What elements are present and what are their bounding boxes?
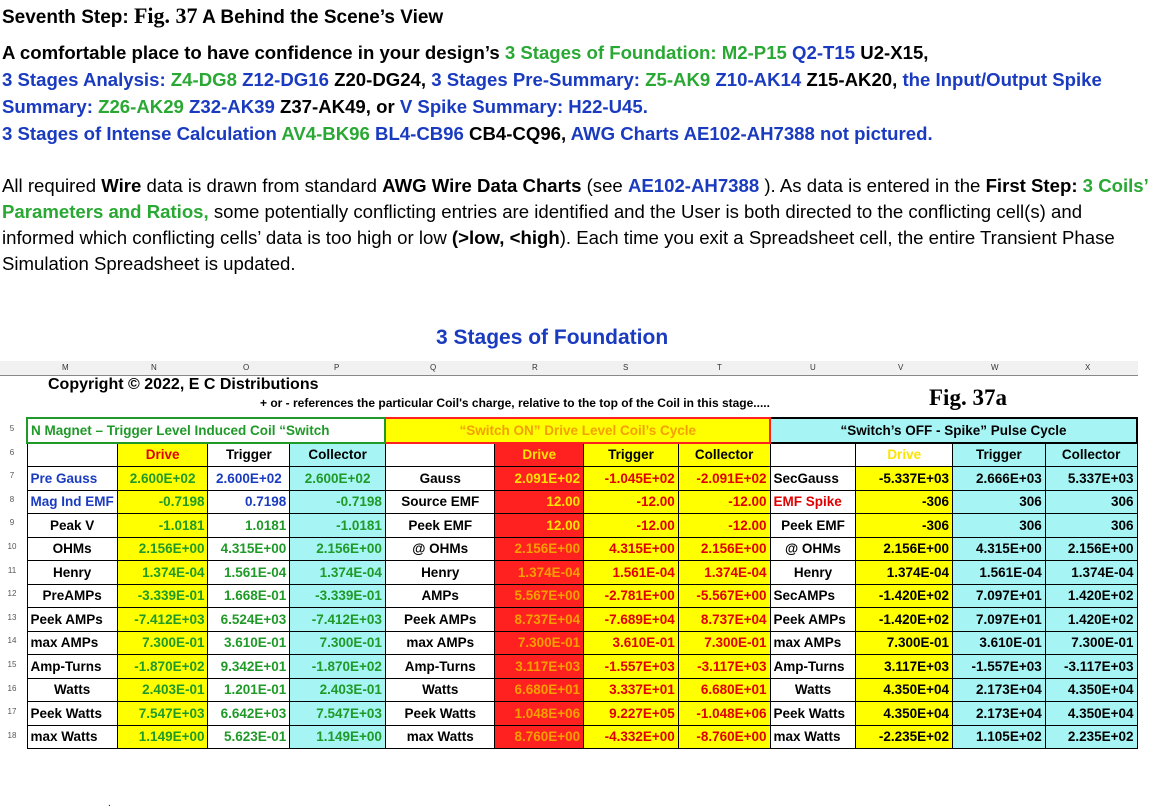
- cell-trigger[interactable]: -2.781E+00: [584, 584, 679, 608]
- column-header-row: [0, 361, 1138, 376]
- cell-collector[interactable]: 7.300E-01: [678, 631, 770, 655]
- row-label[interactable]: Amp-Turns: [385, 655, 495, 679]
- p1-link: U2-X15,: [855, 42, 929, 63]
- p1-link: V Spike Summary: H22-U45.: [399, 96, 648, 117]
- cell-trigger[interactable]: -1.557E+03: [584, 655, 679, 679]
- cell-drive[interactable]: -306: [856, 514, 953, 538]
- cell-trigger[interactable]: -4.332E+00: [584, 725, 679, 749]
- cell-trigger[interactable]: -12.00: [584, 490, 679, 514]
- p1-link: M2-P15: [716, 42, 787, 63]
- p2-link: 3 Coils’ Parameters and Ratios,: [2, 175, 1148, 222]
- cell-drive[interactable]: 2.091E+02: [495, 467, 584, 491]
- cell-drive[interactable]: 7.547E+03: [117, 702, 208, 726]
- cell-collector[interactable]: 6.680E+01: [678, 678, 770, 702]
- cell-trigger[interactable]: -1.557E+03: [953, 655, 1046, 679]
- p1-link: Z4-DG8: [165, 69, 237, 90]
- cell-trigger[interactable]: 5.623E-01: [208, 725, 290, 749]
- cell-trigger[interactable]: 9.227E+05: [584, 702, 679, 726]
- row-label[interactable]: max Watts: [27, 725, 117, 749]
- header-collector[interactable]: Collector: [290, 443, 386, 467]
- row-label[interactable]: Peek Watts: [385, 702, 495, 726]
- cell-trigger[interactable]: 306: [953, 490, 1046, 514]
- p1-link: Z10-AK14: [710, 69, 802, 90]
- cell-drive[interactable]: 1.374E-04: [495, 561, 584, 585]
- cell-trigger[interactable]: 1.0181: [208, 514, 290, 538]
- header-blank[interactable]: [770, 443, 856, 467]
- row-number[interactable]: 8: [9, 494, 15, 504]
- charge-note: + or - references the particular Coil's charge, relative to the top of the Coil in this stage.....: [260, 396, 770, 410]
- p1-text: or: [370, 96, 400, 117]
- cell-trigger[interactable]: 0.7198: [208, 490, 290, 514]
- row-label[interactable]: Amp-Turns: [770, 655, 856, 679]
- copyright-notice: Copyright © 2022, E C Distributions: [48, 376, 319, 393]
- cell-collector[interactable]: -2.091E+02: [678, 467, 770, 491]
- cell-drive[interactable]: 4.350E+04: [856, 702, 953, 726]
- column-header[interactable]: O: [243, 363, 250, 372]
- foundation-table: [26, 417, 1138, 749]
- cell-drive[interactable]: 6.680E+01: [495, 678, 584, 702]
- cell-drive[interactable]: 12.00: [495, 514, 584, 538]
- row-label[interactable]: max AMPs: [770, 631, 856, 655]
- p2-text: ). As data is entered in the: [759, 175, 986, 196]
- column-header[interactable]: T: [717, 363, 722, 372]
- header-drive[interactable]: Drive: [117, 443, 208, 467]
- p2-text: (see: [581, 175, 628, 196]
- cell-trigger[interactable]: 2.173E+04: [953, 678, 1046, 702]
- cell-drive[interactable]: 1.374E-04: [117, 561, 208, 585]
- header-trigger[interactable]: Trigger: [208, 443, 290, 467]
- cell-drive[interactable]: -306: [856, 490, 953, 514]
- cell-collector[interactable]: -1.870E+02: [290, 655, 386, 679]
- cell-trigger[interactable]: -1.045E+02: [584, 467, 679, 491]
- cell-collector[interactable]: 4.350E+04: [1045, 702, 1137, 726]
- cell-collector[interactable]: 4.350E+04: [1045, 678, 1137, 702]
- p2-strong: (>low, <high: [451, 227, 560, 248]
- cell-drive[interactable]: 2.600E+02: [117, 467, 208, 491]
- header-trigger[interactable]: Trigger: [953, 443, 1046, 467]
- cell-trigger[interactable]: 1.201E-01: [208, 678, 290, 702]
- cell-trigger[interactable]: 2.666E+03: [953, 467, 1046, 491]
- cell-trigger[interactable]: 4.315E+00: [584, 537, 679, 561]
- cell-collector[interactable]: 306: [1045, 490, 1137, 514]
- cell-collector[interactable]: 5.337E+03: [1045, 467, 1137, 491]
- cell-collector[interactable]: 2.156E+00: [678, 537, 770, 561]
- cell-collector[interactable]: 2.403E-01: [290, 678, 386, 702]
- cell-trigger[interactable]: 4.315E+00: [208, 537, 290, 561]
- heading-title: A Behind the Scene’s View: [202, 7, 444, 28]
- cell-drive[interactable]: -0.7198: [117, 490, 208, 514]
- row-label[interactable]: PreAMPs: [27, 584, 117, 608]
- cell-collector[interactable]: -12.00: [678, 514, 770, 538]
- p2-strong: Wire: [101, 175, 142, 196]
- row-label[interactable]: Gauss: [385, 467, 495, 491]
- row-label[interactable]: Peek EMF: [385, 514, 495, 538]
- cell-drive[interactable]: 2.156E+00: [495, 537, 584, 561]
- row-label[interactable]: Watts: [27, 678, 117, 702]
- row-label[interactable]: Amp-Turns: [27, 655, 117, 679]
- column-header[interactable]: P: [334, 363, 340, 372]
- row-label[interactable]: Peak V: [27, 514, 117, 538]
- p1-link: 3 Stages of Foundation:: [504, 42, 717, 63]
- cell-drive[interactable]: 1.048E+06: [495, 702, 584, 726]
- p2-link: AE102-AH7388: [627, 175, 760, 196]
- row-label[interactable]: SecGauss: [770, 467, 856, 491]
- row-label[interactable]: Peek Watts: [27, 702, 117, 726]
- p1-link: Z32-AK39: [183, 96, 275, 117]
- p2-text: All required: [2, 175, 102, 196]
- cell-drive[interactable]: -1.870E+02: [117, 655, 208, 679]
- p1-link: the Input/Output Spike Summary:: [2, 69, 1102, 117]
- row-number[interactable]: 15: [7, 659, 17, 669]
- cell-trigger[interactable]: 2.173E+04: [953, 702, 1046, 726]
- cell-drive[interactable]: 5.567E+00: [495, 584, 584, 608]
- row-label[interactable]: AMPs: [385, 584, 495, 608]
- row-number[interactable]: 11: [7, 565, 17, 575]
- cell-trigger[interactable]: -12.00: [584, 514, 679, 538]
- p1-link: Z5-AK9: [639, 69, 711, 90]
- p1-link: Z26-AK29: [92, 96, 184, 117]
- cell-collector[interactable]: 1.420E+02: [1045, 584, 1137, 608]
- cell-trigger[interactable]: 6.642E+03: [208, 702, 290, 726]
- row-label[interactable]: max Watts: [770, 725, 856, 749]
- cell-collector[interactable]: -7.412E+03: [290, 608, 386, 632]
- column-header[interactable]: R: [532, 363, 538, 372]
- intro-paragraph: [2, 39, 1152, 147]
- row-label[interactable]: @ OHMs: [770, 537, 856, 561]
- cell-drive[interactable]: 8.737E+04: [495, 608, 584, 632]
- column-header[interactable]: S: [623, 363, 629, 372]
- column-header[interactable]: M: [62, 363, 69, 372]
- cell-drive[interactable]: 4.350E+04: [856, 678, 953, 702]
- row-number[interactable]: 12: [7, 589, 17, 599]
- row-label[interactable]: Peek AMPs: [770, 608, 856, 632]
- cell-drive[interactable]: 7.300E-01: [856, 631, 953, 655]
- cell-drive[interactable]: 3.117E+03: [495, 655, 584, 679]
- cell-trigger[interactable]: 3.337E+01: [584, 678, 679, 702]
- row-label[interactable]: Mag Ind EMF: [27, 490, 117, 514]
- cell-collector[interactable]: 7.547E+03: [290, 702, 386, 726]
- row-label[interactable]: Peek EMF: [770, 514, 856, 538]
- cell-trigger[interactable]: 1.561E-04: [208, 561, 290, 585]
- cell-trigger[interactable]: 2.600E+02: [208, 467, 290, 491]
- cell-collector[interactable]: 306: [1045, 514, 1137, 538]
- header-blank[interactable]: [27, 443, 117, 467]
- body-paragraph: [2, 173, 1152, 277]
- row-label[interactable]: Pre Gauss: [27, 467, 117, 491]
- heading-fig: Fig. 37: [133, 3, 198, 28]
- page-heading: [2, 3, 1152, 29]
- row-number[interactable]: 9: [9, 518, 15, 528]
- cell-trigger[interactable]: -7.689E+04: [584, 608, 679, 632]
- cell-collector[interactable]: 7.300E-01: [1045, 631, 1137, 655]
- header-collector[interactable]: Collector: [1045, 443, 1137, 467]
- cell-collector[interactable]: -3.339E-01: [290, 584, 386, 608]
- row-label[interactable]: Henry: [385, 561, 495, 585]
- cell-collector[interactable]: -3.117E+03: [678, 655, 770, 679]
- cell-collector[interactable]: 1.149E+00: [290, 725, 386, 749]
- column-header[interactable]: V: [898, 363, 904, 372]
- cell-drive[interactable]: 7.300E-01: [495, 631, 584, 655]
- banner-switch-on[interactable]: “Switch ON” Drive Level Coil’s Cycle: [385, 418, 770, 443]
- p2-text: some potentially conflicting entries are identified and the User is both directed to the conflicting cell(s) and informed which conflicting cells’ data is too high or low: [2, 201, 1083, 248]
- row-label[interactable]: EMF Spike: [770, 490, 856, 514]
- cell-collector[interactable]: 2.600E+02: [290, 467, 386, 491]
- row-number[interactable]: 10: [7, 541, 17, 551]
- cell-drive[interactable]: -7.412E+03: [117, 608, 208, 632]
- cell-collector[interactable]: 1.374E-04: [1045, 561, 1137, 585]
- cell-trigger[interactable]: 7.097E+01: [953, 584, 1046, 608]
- cell-drive[interactable]: 2.403E-01: [117, 678, 208, 702]
- column-header[interactable]: X: [1085, 363, 1091, 372]
- row-label[interactable]: Watts: [770, 678, 856, 702]
- row-label[interactable]: SecAMPs: [770, 584, 856, 608]
- p1-text: A comfortable place to have confidence in your design’s: [2, 42, 505, 63]
- p1-link: 3 Stages Analysis:: [2, 69, 166, 90]
- cell-drive[interactable]: -3.339E-01: [117, 584, 208, 608]
- row-number[interactable]: 6: [9, 447, 15, 457]
- banner-switch-off[interactable]: “Switch’s OFF - Spike” Pulse Cycle: [770, 418, 1137, 443]
- p1-link: Z15-AK20,: [801, 69, 898, 90]
- row-label[interactable]: Peek AMPs: [385, 608, 495, 632]
- row-label[interactable]: Peek AMPs: [27, 608, 117, 632]
- heading-step: Seventh Step:: [2, 7, 129, 28]
- cell-collector[interactable]: 2.235E+02: [1045, 725, 1137, 749]
- cell-collector[interactable]: 2.156E+00: [290, 537, 386, 561]
- cell-trigger[interactable]: 1.561E-04: [953, 561, 1046, 585]
- p1-link: BL4-CB96: [369, 123, 464, 144]
- cell-collector[interactable]: 8.737E+04: [678, 608, 770, 632]
- cell-drive[interactable]: 3.117E+03: [856, 655, 953, 679]
- p2-strong: AWG Wire Data Charts: [382, 175, 582, 196]
- section-title: 3 Stages of Foundation: [436, 326, 669, 349]
- p2-strong: First Step:: [985, 175, 1078, 196]
- cell-collector[interactable]: -1.0181: [290, 514, 386, 538]
- p1-link: CB4-CQ96,: [463, 123, 567, 144]
- p2-text: ). Each time you exit a Spreadsheet cell, the entire Transient Phase Simulation Spreadsheet is updated.: [2, 227, 1115, 274]
- header-drive[interactable]: Drive: [495, 443, 584, 467]
- cell-drive[interactable]: -5.337E+03: [856, 467, 953, 491]
- cell-trigger[interactable]: 1.668E-01: [208, 584, 290, 608]
- row-label[interactable]: Watts: [385, 678, 495, 702]
- cell-collector[interactable]: -12.00: [678, 490, 770, 514]
- row-number-gutter: [0, 417, 24, 747]
- row-label[interactable]: Source EMF: [385, 490, 495, 514]
- cell-trigger[interactable]: 7.097E+01: [953, 608, 1046, 632]
- cell-drive[interactable]: -1.420E+02: [856, 584, 953, 608]
- cell-trigger[interactable]: 6.524E+03: [208, 608, 290, 632]
- cell-collector[interactable]: -5.567E+00: [678, 584, 770, 608]
- header-trigger[interactable]: Trigger: [584, 443, 679, 467]
- row-number[interactable]: 18: [7, 730, 17, 740]
- cell-collector[interactable]: 1.374E-04: [290, 561, 386, 585]
- cell-drive[interactable]: -1.420E+02: [856, 608, 953, 632]
- row-label[interactable]: OHMs: [27, 537, 117, 561]
- row-label[interactable]: @ OHMs: [385, 537, 495, 561]
- header-collector[interactable]: Collector: [678, 443, 770, 467]
- p1-link: Q2-T15: [786, 42, 856, 63]
- row-label[interactable]: Henry: [27, 561, 117, 585]
- column-header[interactable]: W: [991, 363, 999, 372]
- p1-link: Z12-DG16: [236, 69, 329, 90]
- stray-mark: .: [108, 798, 111, 809]
- cell-trigger[interactable]: 1.561E-04: [584, 561, 679, 585]
- cell-trigger[interactable]: 4.315E+00: [953, 537, 1046, 561]
- cell-drive[interactable]: 12.00: [495, 490, 584, 514]
- figure-label: Fig. 37a: [929, 385, 1007, 410]
- row-label[interactable]: max AMPs: [27, 631, 117, 655]
- row-number[interactable]: 7: [9, 471, 15, 481]
- column-header[interactable]: Q: [430, 363, 437, 372]
- cell-collector[interactable]: -0.7198: [290, 490, 386, 514]
- cell-collector[interactable]: 7.300E-01: [290, 631, 386, 655]
- cell-drive[interactable]: -1.0181: [117, 514, 208, 538]
- cell-trigger[interactable]: 3.610E-01: [953, 631, 1046, 655]
- cell-drive[interactable]: -2.235E+02: [856, 725, 953, 749]
- column-header[interactable]: N: [151, 363, 157, 372]
- row-label[interactable]: Henry: [770, 561, 856, 585]
- p1-link: AWG Charts AE102-AH7388 not pictured.: [566, 123, 933, 144]
- p1-link: AV4-BK96: [276, 123, 370, 144]
- p1-link: 3 Stages of Intense Calculation: [2, 123, 277, 144]
- p1-link: Z20-DG24,: [328, 69, 427, 90]
- cell-trigger[interactable]: 3.610E-01: [584, 631, 679, 655]
- cell-collector[interactable]: -3.117E+03: [1045, 655, 1137, 679]
- p2-text: data is drawn from standard: [141, 175, 383, 196]
- cell-collector[interactable]: 1.374E-04: [678, 561, 770, 585]
- row-number[interactable]: 13: [7, 612, 17, 622]
- cell-drive[interactable]: 8.760E+00: [495, 725, 584, 749]
- cell-drive[interactable]: 2.156E+00: [117, 537, 208, 561]
- cell-drive[interactable]: 1.374E-04: [856, 561, 953, 585]
- p1-link: Z37-AK49,: [274, 96, 371, 117]
- p1-link: 3 Stages Pre-Summary:: [426, 69, 640, 90]
- header-blank[interactable]: [385, 443, 495, 467]
- row-number[interactable]: 17: [7, 707, 17, 717]
- cell-drive[interactable]: 1.149E+00: [117, 725, 208, 749]
- banner-trigger-coil[interactable]: N Magnet – Trigger Level Induced Coil “Switch: [27, 418, 385, 443]
- spreadsheet: [0, 361, 1138, 747]
- column-header[interactable]: U: [810, 363, 816, 372]
- row-label[interactable]: max AMPs: [385, 631, 495, 655]
- cell-trigger[interactable]: 1.105E+02: [953, 725, 1046, 749]
- cell-collector[interactable]: -1.048E+06: [678, 702, 770, 726]
- row-number[interactable]: 16: [7, 683, 17, 693]
- cell-trigger[interactable]: 9.342E+01: [208, 655, 290, 679]
- cell-trigger[interactable]: 306: [953, 514, 1046, 538]
- header-drive[interactable]: Drive: [856, 443, 953, 467]
- cell-collector[interactable]: 2.156E+00: [1045, 537, 1137, 561]
- cell-collector[interactable]: -8.760E+00: [678, 725, 770, 749]
- row-label[interactable]: max Watts: [385, 725, 495, 749]
- cell-drive[interactable]: 2.156E+00: [856, 537, 953, 561]
- row-number[interactable]: 14: [7, 636, 17, 646]
- cell-trigger[interactable]: 3.610E-01: [208, 631, 290, 655]
- cell-drive[interactable]: 7.300E-01: [117, 631, 208, 655]
- row-label[interactable]: Peek Watts: [770, 702, 856, 726]
- document: [2, 0, 1152, 277]
- row-number[interactable]: 5: [9, 424, 15, 433]
- cell-collector[interactable]: 1.420E+02: [1045, 608, 1137, 632]
